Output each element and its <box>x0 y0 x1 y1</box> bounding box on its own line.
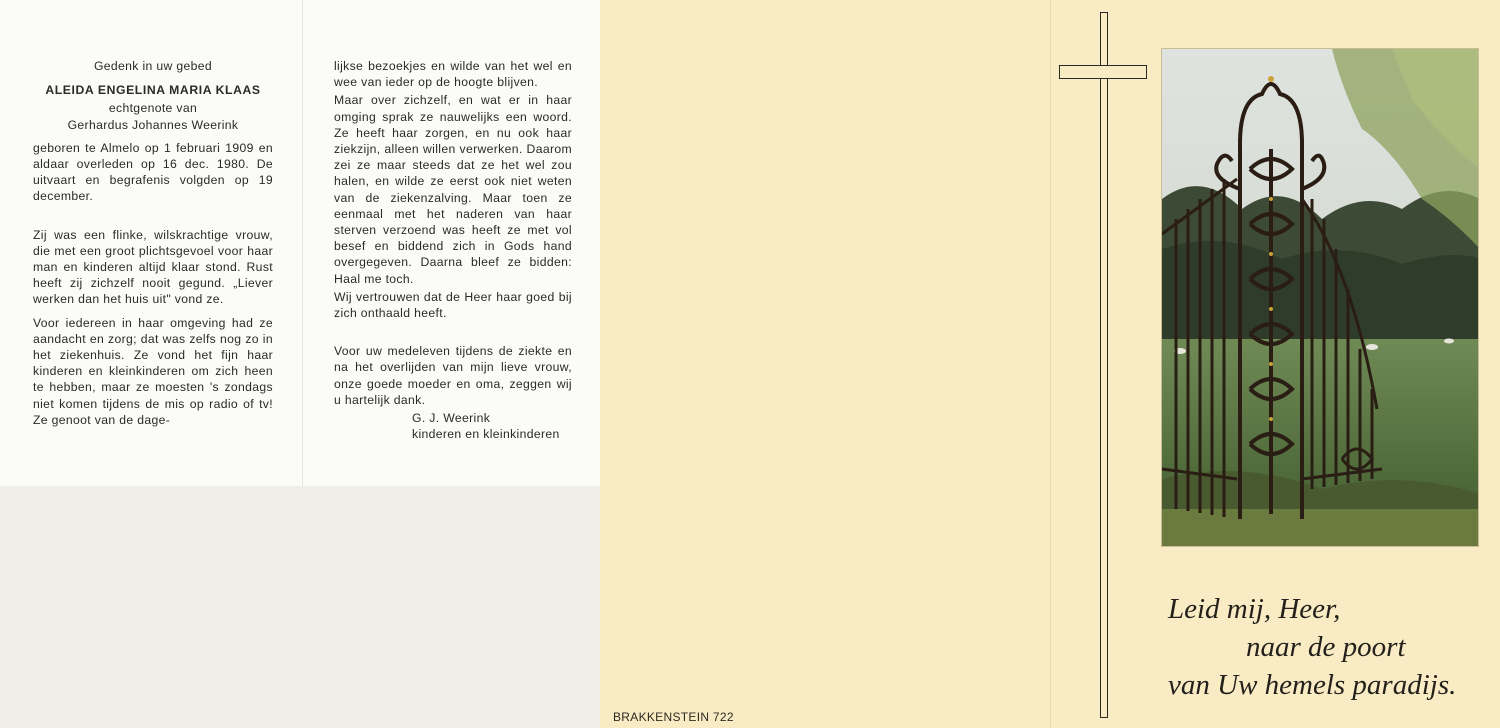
thanks-paragraph: Voor uw medeleven tijdens de ziekte en na het overlijden van mijn lieve vrouw, onze goede moeder en oma, zeggen wij u hartelijk dank. <box>334 344 572 407</box>
left-page <box>33 58 273 428</box>
self-paragraph: Maar over zichzelf, en wat er in haar omging sprak ze nauwelijks een woord. Ze heeft haar zorgen, en nu ook haar ziekzijn, alleen willen verwerken. Daarom zei ze maar steeds dat ze het wel zou halen, en wilde ze eerst ook niet weten van de ziekenzalving. Maar toen ze eenmaal met het naderen van haar sterven verzoend was heeft ze met vol besef en biddend zich in Gods hand overgegeven. Daarna bleef ze bidden: Haal me toch. <box>334 93 572 286</box>
relation-text: echtgenote van <box>108 101 198 116</box>
verse-line-2: naar de poort <box>1246 631 1406 663</box>
cover-fold-line <box>1050 0 1051 728</box>
middle-page <box>334 58 572 442</box>
visits-paragraph: lijkse bezoekjes en wilde van het wel en wee van ieder op de hoogte blijven. <box>334 59 572 90</box>
inner-fold-line <box>302 0 303 486</box>
verse <box>1165 590 1495 704</box>
spouse-name: Gerhardus Johannes Weerink <box>67 117 239 132</box>
care-paragraph: Voor iedereen in haar omgeving had ze aandacht en zorg; dat was zelfs nog zo in het ziekenhuis. Ze vond het fijn haar kinderen en kleinkinderen om zich heen te hebben, maar ze moesten 's zondags niet komen tijdens de mis op radio of tv! Ze genoot van de dage- <box>33 315 273 427</box>
verse-line-1: Leid mij, Heer, <box>1168 593 1341 625</box>
cover-card <box>600 0 1500 728</box>
verse-line-3: van Uw hemels paradijs. <box>1168 669 1457 701</box>
inner-card <box>0 0 600 486</box>
signature-family: kinderen en kleinkinderen <box>412 427 560 442</box>
cross-icon <box>1100 12 1108 718</box>
trust-paragraph: Wij vertrouwen dat de Heer haar goed bij zich onthaald heeft. <box>334 289 572 321</box>
deceased-name: ALEIDA ENGELINA MARIA KLAAS <box>45 83 261 98</box>
character-paragraph: Zij was een flinke, wilskrachtige vrouw, die met een groot plichtsgevoel voor haar man en kinderen altijd klaar stond. Rust heeft zij zichzelf nooit gegund. „Liever werken dan het huis uit" vond ze. <box>33 227 273 307</box>
dates-paragraph: geboren te Almelo op 1 februari 1909 en aldaar overleden op 16 dec. 1980. De uitvaart en begrafenis volgden op 19 december. <box>33 140 273 204</box>
publisher-code: BRAKKENSTEIN 722 <box>613 710 734 724</box>
gate-photo <box>1161 48 1479 547</box>
signature-name: G. J. Weerink <box>412 411 491 426</box>
memorial-heading: Gedenk in uw gebed <box>93 59 213 73</box>
